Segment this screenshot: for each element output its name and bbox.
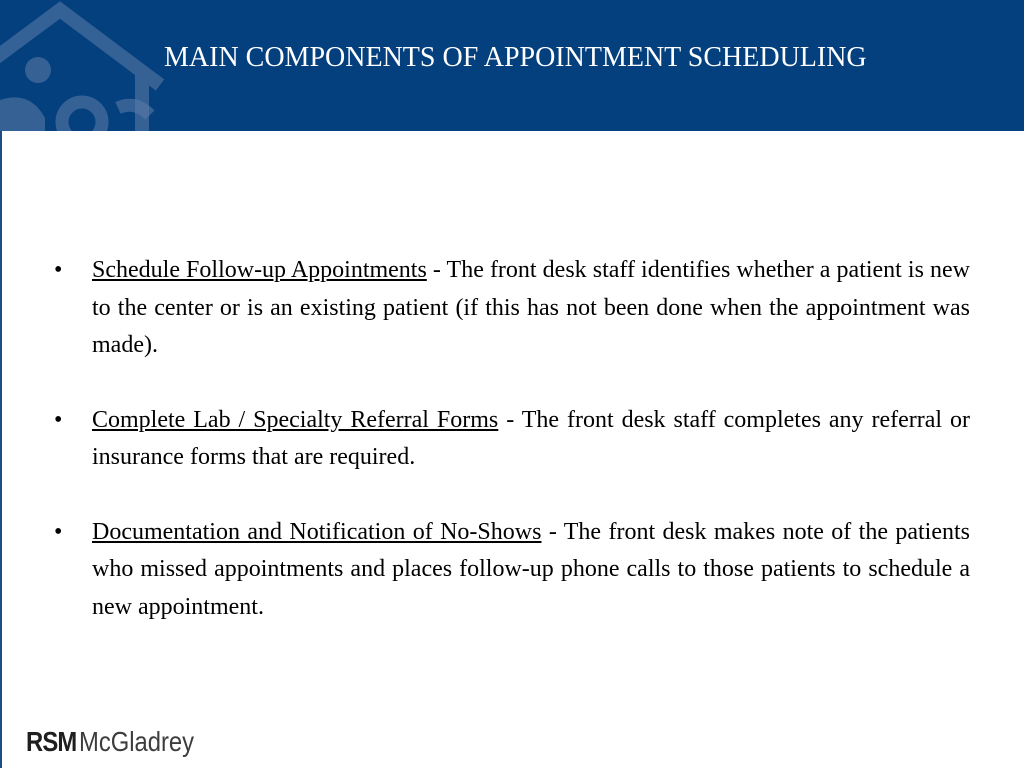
bullet-description: - The front desk staff completes any referral or insurance forms that are required. [92,406,971,470]
list-item [54,402,970,477]
bullet-marker: • [54,406,63,433]
bullet-term: Schedule Follow-up Appointments [92,257,427,283]
bullet-description: - The front desk staff identifies whether a patient is new to the center or is an existing patient (if this has not been done when the appointment was made). [92,257,970,358]
bullet-marker: • [54,257,63,283]
page-title: MAIN COMPONENTS OF APPOINTMENT SCHEDULING [164,42,867,73]
bullet-description: - The front desk makes note of the patients who missed appointments and places follow-up phone calls to those patients to schedule a new appointment. [92,518,971,620]
logo-rsm-text: RSM [26,726,77,757]
house-watermark-icon [0,0,190,131]
logo-name-text: McGladrey [79,726,195,757]
bullet-marker: • [54,518,63,545]
list-item [54,252,970,365]
bullet-list [54,252,970,663]
header-banner [0,0,1024,131]
list-item [54,514,970,627]
bullet-term: Documentation and Notification of No-Shows [92,518,542,545]
company-logo [26,722,215,762]
bullet-term: Complete Lab / Specialty Referral Forms [92,406,499,433]
